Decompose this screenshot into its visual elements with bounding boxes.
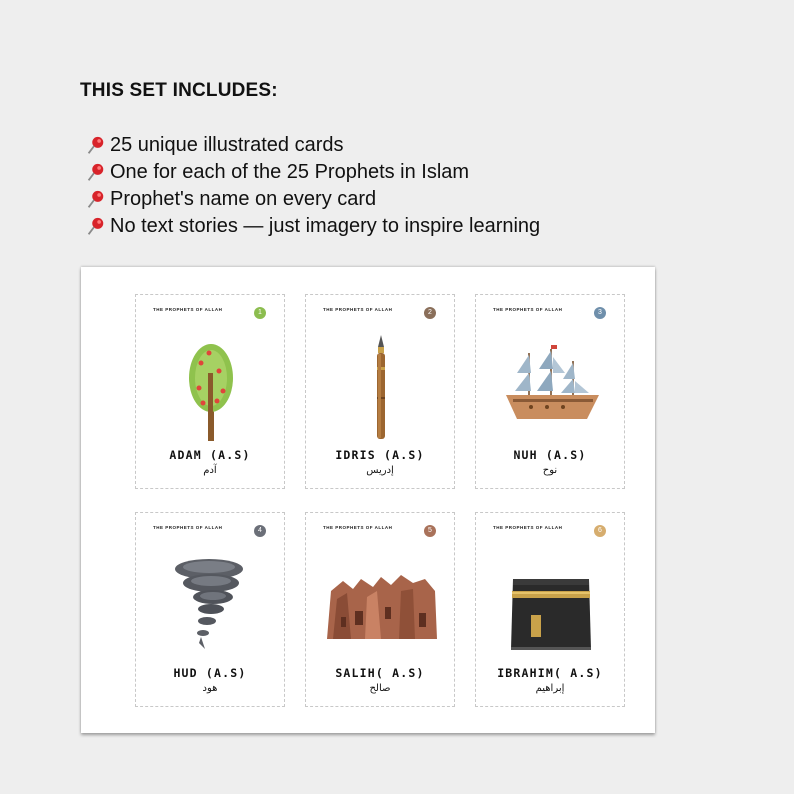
prophet-card-idris — [305, 294, 455, 489]
card-series-label: THE PROPHETS OF ALLAH — [493, 307, 563, 312]
card-number-badge: 2 — [424, 307, 436, 319]
card-number-badge: 5 — [424, 525, 436, 537]
ship-icon — [491, 333, 611, 443]
card-arabic-name: إدريس — [366, 465, 394, 476]
card-sheet — [81, 267, 655, 733]
card-number-badge: 6 — [594, 525, 606, 537]
card-prophet-name: NUH (A.S) — [513, 448, 587, 462]
pen-icon — [321, 333, 441, 443]
pushpin-icon — [84, 216, 106, 238]
card-series-label: THE PROPHETS OF ALLAH — [323, 525, 393, 530]
card-prophet-name: SALIH( A.S) — [335, 666, 425, 680]
card-series-label: THE PROPHETS OF ALLAH — [323, 307, 393, 312]
feature-text: One for each of the 25 Prophets in Islam — [110, 161, 470, 183]
set-includes-heading: THIS SET INCLUDES: — [80, 80, 278, 101]
card-series-label: THE PROPHETS OF ALLAH — [153, 307, 223, 312]
card-number-badge: 3 — [594, 307, 606, 319]
prophet-card-ibrahim — [475, 512, 625, 707]
prophet-card-nuh — [475, 294, 625, 489]
card-arabic-name: هود — [202, 683, 218, 694]
card-series-label: THE PROPHETS OF ALLAH — [493, 525, 563, 530]
card-prophet-name: HUD (A.S) — [173, 666, 247, 680]
card-series-label: THE PROPHETS OF ALLAH — [153, 525, 223, 530]
feature-list — [84, 132, 540, 240]
prophet-card-adam — [135, 294, 285, 489]
card-prophet-name: IDRIS (A.S) — [335, 448, 425, 462]
feature-item — [84, 132, 540, 159]
feature-text: No text stories — just imagery to inspire learning — [110, 215, 541, 237]
card-number-badge: 4 — [254, 525, 266, 537]
feature-item — [84, 159, 540, 186]
pushpin-icon — [84, 162, 106, 184]
card-arabic-name: آدم — [203, 465, 217, 476]
feature-text: Prophet's name on every card — [110, 188, 377, 210]
prophet-card-hud — [135, 512, 285, 707]
feature-item — [84, 213, 540, 240]
rock-city-icon — [321, 551, 441, 661]
feature-item — [84, 186, 540, 213]
tree-icon — [151, 333, 271, 443]
card-arabic-name: إبراهيم — [535, 683, 565, 694]
card-prophet-name: ADAM (A.S) — [169, 448, 251, 462]
prophet-card-salih — [305, 512, 455, 707]
kaaba-icon — [491, 551, 611, 661]
card-arabic-name: صالح — [369, 683, 391, 694]
card-number-badge: 1 — [254, 307, 266, 319]
card-prophet-name: IBRAHIM( A.S) — [497, 666, 603, 680]
pushpin-icon — [84, 135, 106, 157]
feature-text: 25 unique illustrated cards — [110, 134, 344, 156]
card-arabic-name: نوح — [542, 465, 558, 476]
tornado-icon — [151, 551, 271, 661]
pushpin-icon — [84, 189, 106, 211]
